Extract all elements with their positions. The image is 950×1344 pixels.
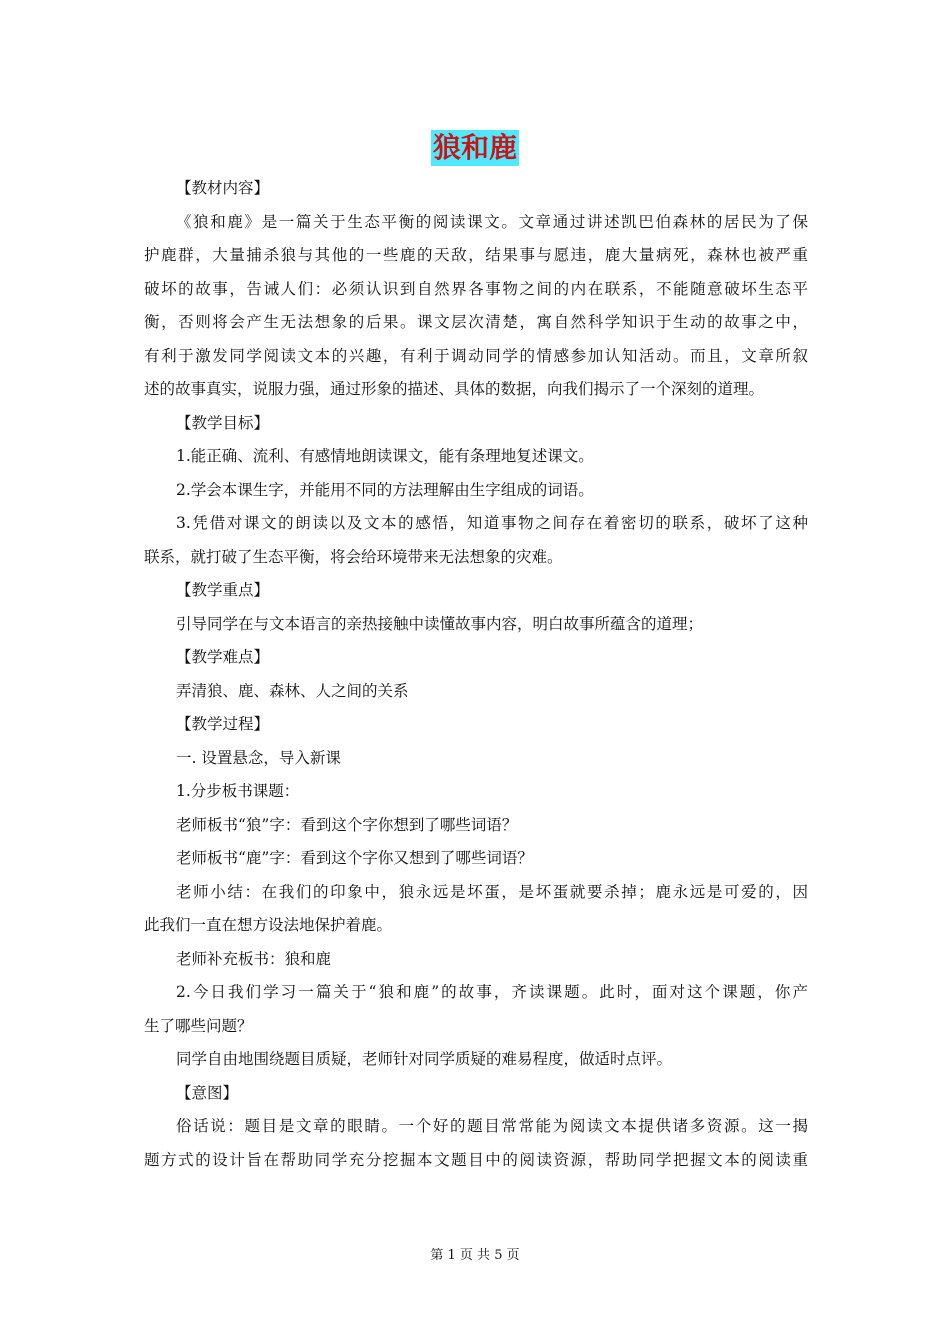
text-line: 护鹿群，大量捕杀狼与其他的一些鹿的天敌，结果事与愿违，鹿大量病死，森林也被严重 bbox=[144, 246, 808, 264]
text-line: 老师板书“鹿”字：看到这个字你又想到了哪些词语？ bbox=[176, 849, 533, 867]
text-line: 此我们一直在想方设法地保护着鹿。 bbox=[144, 916, 393, 934]
document-body bbox=[144, 172, 808, 1177]
text-line: 同学自由地围绕题目质疑，老师针对同学质疑的难易程度，做适时点评。 bbox=[176, 1050, 673, 1068]
text-line: 2.今日我们学习一篇关于“狼和鹿”的故事，齐读课题。此时，面对这个课题，你产 bbox=[176, 983, 808, 1001]
section-heading: 【教学过程】 bbox=[176, 715, 270, 733]
text-line: 3.凭借对课文的朗读以及文本的感悟，知道事物之间存在着密切的联系，破坏了这种 bbox=[176, 514, 808, 532]
text-line: 弄清狼、鹿、森林、人之间的关系 bbox=[176, 681, 409, 700]
text-line: 引导同学在与文本语言的亲热接触中读懂故事内容，明白故事所蕴含的道理； bbox=[176, 614, 704, 633]
text-line: 有利于激发同学阅读文本的兴趣，有利于调动同学的情感参加认知活动。而且，文章所叙 bbox=[144, 346, 808, 365]
section-heading: 【教学重点】 bbox=[176, 581, 270, 599]
text-line: 老师小结：在我们的印象中，狼永远是坏蛋，是坏蛋就要杀掉；鹿永远是可爱的，因 bbox=[176, 882, 808, 901]
text-line: 老师补充板书：狼和鹿 bbox=[176, 949, 332, 968]
text-line: 1.能正确、流利、有感情地朗读课文，能有条理地复述课文。 bbox=[176, 447, 594, 465]
text-line: 述的故事真实，说服力强，通过形象的描述、具体的数据，向我们揭示了一个深刻的道理。 bbox=[144, 380, 765, 398]
text-line: 俗话说：题目是文章的眼睛。一个好的题目常常能为阅读文本提供诸多资源。这一揭 bbox=[176, 1117, 808, 1135]
text-line: 《狼和鹿》是一篇关于生态平衡的阅读课文。文章通过讲述凯巴伯森林的居民为了保 bbox=[176, 212, 808, 231]
text-line: 题方式的设计旨在帮助同学充分挖掘本文题目中的阅读资源，帮助同学把握文本的阅读重 bbox=[144, 1150, 808, 1169]
text-line: 一. 设置悬念，导入新课 bbox=[176, 748, 341, 767]
text-line: 破坏的故事，告诫人们：必须认识到自然界各事物之间的内在联系，不能随意破坏生态平 bbox=[144, 279, 808, 298]
title-wrap bbox=[0, 130, 950, 166]
text-line: 老师板书“狼”字：看到这个字你想到了哪些词语？ bbox=[176, 815, 518, 834]
text-line: 1.分步板书课题： bbox=[176, 782, 300, 800]
page-footer: 第 1 页 共 5 页 bbox=[430, 1248, 520, 1263]
text-line: 2.学会本课生字，并能用不同的方法理解由生字组成的词语。 bbox=[176, 480, 594, 499]
text-line: 衡，否则将会产生无法想象的后果。课文层次清楚，寓自然科学知识于生动的故事之中， bbox=[144, 313, 808, 331]
section-heading: 【意图】 bbox=[176, 1083, 239, 1102]
section-heading: 【教学目标】 bbox=[176, 413, 270, 432]
document-title: 狼和鹿 bbox=[432, 131, 517, 164]
section-heading: 【教材内容】 bbox=[176, 179, 270, 197]
text-line: 联系，就打破了生态平衡，将会给环境带来无法想象的灾难。 bbox=[144, 547, 563, 566]
text-line: 生了哪些问题？ bbox=[144, 1016, 253, 1035]
section-heading: 【教学难点】 bbox=[176, 648, 270, 666]
